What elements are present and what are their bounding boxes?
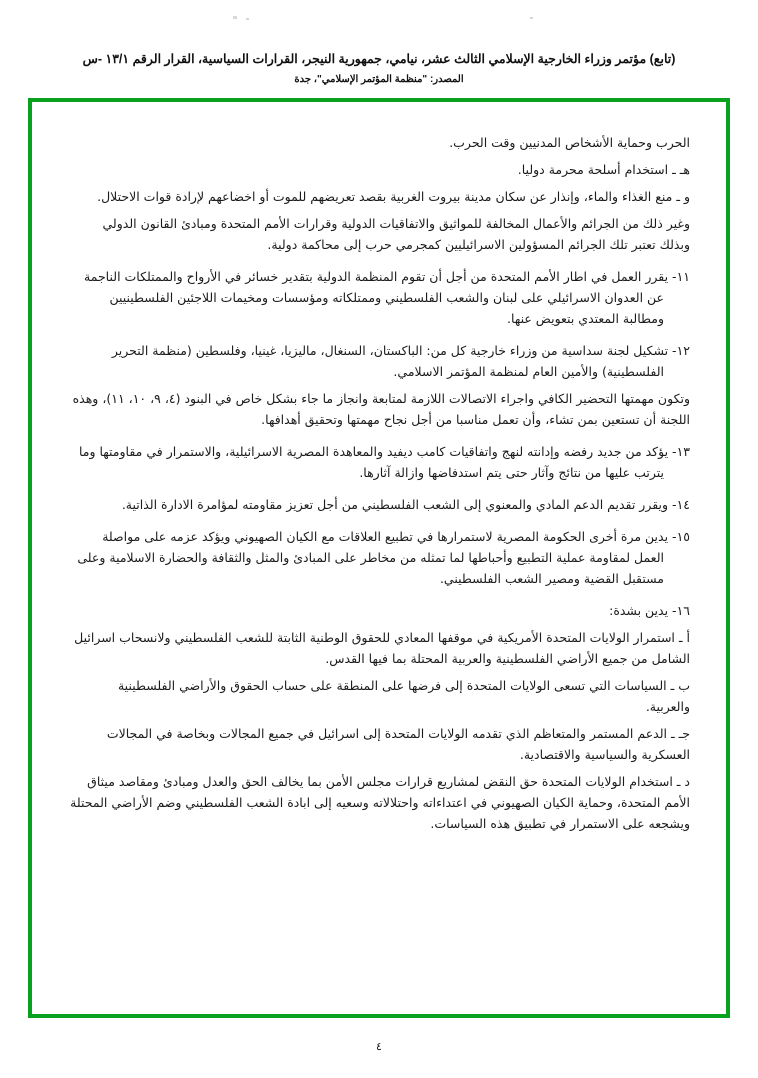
paragraph-item-he: هـ ـ استخدام أسلحة محرمة دوليا.	[517, 162, 690, 177]
paragraph-item-13: ١٣- يؤكد من جديد رفضه وإدانته لنهج واتفاقيات كامب ديفيد والمعاهدة المصرية الاسرائيلية، والاستمرار في مقاومتها وما يترتب عليها من نتائج وآثار حتى يتم استدفاضها وازالة آثارها.	[78, 444, 690, 480]
paragraph-item-11: ١١- يقرر العمل في اطار الأمم المتحدة من أجل أن تقوم المنظمة الدولية بتقدير خسائر في الأرواح والممتلكات الناجمة عن العدوان الاسرائيلي على لبنان والشعب الفلسطيني وممتلكاته ومؤسسات ومخيمات اللاجئين الفلسطينيين ومطالبة المعتدي بتعويض عنها.	[84, 269, 690, 326]
document-header	[0, 50, 758, 87]
paragraph-continuation: الحرب وحماية الأشخاص المدنيين وقت الحرب.	[449, 135, 690, 150]
paragraph-other-violations: وغير ذلك من الجرائم والأعمال المخالفة للمواثيق والاتفاقيات الدولية وقرارات الأمم المتحدة ومبادئ القانون الدولي وبذلك تعتبر تلك الجرائم المسؤولين الاسرائيليين كمجرمي حرب إلى محاكمة دولية.	[102, 216, 690, 252]
paragraph-item-12-continued: وتكون مهمتها التحضير الكافي واجراء الاتصالات اللازمة لمتابعة وانجاز ما جاء بشكل خاص في البنود (٤، ٩، ١٠، ١١)، وهذه اللجنة أن تستعين بمن تشاء، وأن تعمل مناسبا من أجل نجاح مهمتها وتحقيق أهدافها.	[72, 391, 690, 427]
paragraph-item-15: ١٥- يدين مرة أخرى الحكومة المصرية لاستمرارها في تطبيع العلاقات مع الكيان الصهيوني ويؤكد عزمه على مواصلة العمل لمقاومة عملية التطبيع وأحباطها لما تمثله من مخاطر على المبادئ والمثل والثقافة والحضارة الاسلامية وعلى مستقبل القضية ومصير الشعب الفلسطيني.	[77, 529, 690, 586]
paragraph-item-16-c: جـ ـ الدعم المستمر والمتعاظم الذي تقدمه الولايات المتحدة إلى اسرائيل في جميع المجالات وبخاصة في المجالات العسكرية والسياسية والاقتصادية.	[106, 726, 690, 762]
paragraph-item-16-b: ب ـ السياسات التي تسعى الولايات المتحدة إلى فرضها على المنطقة على حساب الحقوق والأراضي الفلسطينية والعربية.	[117, 678, 690, 714]
page-number: ٤	[376, 1041, 382, 1053]
paragraph-item-12: ١٢- تشكيل لجنة سداسية من وزراء خارجية كل من: الباكستان، السنغال، ماليزيا، غينيا، وفلسطين (منظمة التحرير الفلسطينية) والأمين العام لمنظمة المؤتمر الاسلامي.	[111, 343, 690, 379]
paragraph-item-16-d: د ـ استخدام الولايات المتحدة حق النقض لمشاريع قرارات مجلس الأمن بما يخالف الحق والعدل ومبادئ ومقاصد ميثاق الأمم المتحدة، وحماية الكيان الصهيوني في اعتداءاته واحتلالاته وسعيه إلى ابادة الشعب الفلسطيني وضم الأراضي المحتلة ويشجعه على الاستمرار في تطبيق هذه السياسات.	[70, 774, 690, 831]
paragraph-item-16-a: أ ـ استمرار الولايات المتحدة الأمريكية في موقفها المعادي للحقوق الوطنية الثابتة للشعب الفلسطيني ولانسحاب اسرائيل الشامل من جميع الأراضي الفلسطينية والعربية المحتلة بما فيها القدس.	[74, 630, 690, 666]
document-body	[70, 132, 690, 845]
header-source: المصدر: "منظمة المؤتمر الإسلامي"، جدة	[294, 74, 464, 85]
scan-artifacts	[0, 16, 758, 26]
paragraph-item-16: ١٦- يدين بشدة:	[609, 603, 690, 618]
header-title: (تابع) مؤتمر وزراء الخارجية الإسلامي الثالث عشر، نيامي، جمهورية النيجر، القرارات السياسية، القرار الرقم ١٣/١ -س	[82, 52, 676, 66]
paragraph-item-14: ١٤- ويقرر تقديم الدعم المادي والمعنوي إلى الشعب الفلسطيني من أجل تعزيز مقاومته لمؤامرة الادارة الذاتية.	[121, 497, 690, 512]
paragraph-item-waw: و ـ منع الغذاء والماء، وإنذار عن سكان مدينة بيروت الغربية بقصد تعريضهم للموت أو اخضاعهم لإرادة قوات الاحتلال.	[97, 189, 690, 204]
